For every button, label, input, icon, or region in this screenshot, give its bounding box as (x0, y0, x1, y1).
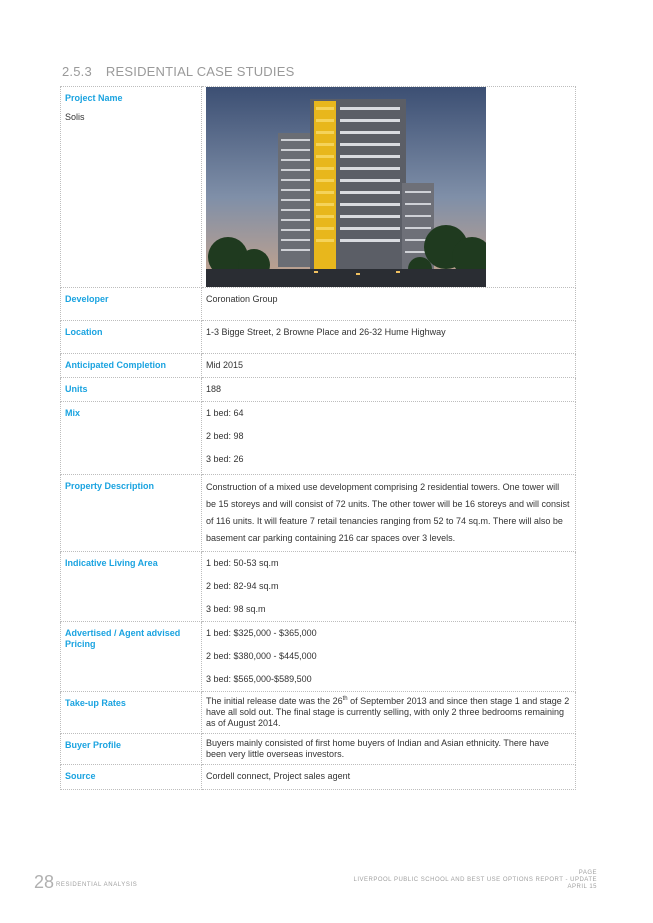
pricing-2bed: 2 bed: $380,000 - $445,000 (206, 651, 317, 661)
pricing-label: Advertised / Agent advised Pricing (61, 622, 202, 692)
living-area-2bed: 2 bed: 82-94 sq.m (206, 581, 279, 591)
living-area-1bed: 1 bed: 50-53 sq.m (206, 558, 279, 568)
mix-3bed: 3 bed: 26 (206, 454, 244, 464)
row-buyer (61, 734, 576, 765)
project-name-label: Project Name (65, 93, 123, 103)
row-mix (61, 402, 576, 475)
footer-right-line3: APRIL 15 (567, 884, 597, 890)
pricing-1bed: 1 bed: $325,000 - $365,000 (206, 628, 317, 638)
description-label: Property Description (61, 475, 202, 552)
row-units (61, 378, 576, 402)
takeup-text-end: of September 2013 and since then stage 1 and stage 2 have all sold out. The final stage is currently selling, with only 2 three bedrooms remaining as of August 2014. (206, 696, 570, 728)
building-render-image (206, 87, 486, 287)
page-number: 28 (34, 872, 55, 892)
section-title: RESIDENTIAL CASE STUDIES (105, 64, 295, 79)
row-developer (61, 288, 576, 321)
project-name-value: Solis (65, 112, 85, 122)
mix-label: Mix (61, 402, 202, 475)
row-project-name (61, 87, 576, 288)
case-study-table (60, 86, 576, 790)
row-completion (61, 354, 576, 378)
description-value: Construction of a mixed use development comprising 2 residential towers. One tower will be 15 storeys and will consist of 72 units. The other tower will be 16 storeys and will consist of 116 units. It will feature 7 retail tenancies ranging from 52 to 74 sq.m. There will also be basement car parking containing 216 car spaces over 3 levels. (202, 475, 576, 552)
row-living-area (61, 552, 576, 622)
living-area-label: Indicative Living Area (61, 552, 202, 622)
completion-label: Anticipated Completion (61, 354, 202, 378)
footer-right-line2: LIVERPOOL PUBLIC SCHOOL AND BEST USE OPTIONS REPORT - UPDATE (353, 877, 597, 883)
takeup-value (202, 692, 576, 734)
row-pricing (61, 622, 576, 692)
mix-2bed: 2 bed: 98 (206, 431, 244, 441)
row-description (61, 475, 576, 552)
footer-report-title (354, 870, 598, 891)
location-value: 1-3 Bigge Street, 2 Browne Place and 26-32 Hume Highway (202, 321, 576, 354)
takeup-text-start: The initial release date was the 26 (206, 696, 343, 706)
developer-value: Coronation Group (202, 288, 576, 321)
units-value: 188 (202, 378, 576, 402)
row-source (61, 765, 576, 790)
section-number: 2.5.3 (62, 64, 92, 79)
buyer-value: Buyers mainly consisted of first home buyers of Indian and Asian ethnicity. There have been very little overseas investors. (202, 734, 576, 765)
row-takeup (61, 692, 576, 734)
source-value: Cordell connect, Project sales agent (202, 765, 576, 790)
pricing-3bed: 3 bed: $565,000-$589,500 (206, 674, 312, 684)
developer-label: Developer (61, 288, 202, 321)
units-label: Units (61, 378, 202, 402)
takeup-ordinal: th (342, 696, 348, 702)
buyer-label: Buyer Profile (61, 734, 202, 765)
completion-value: Mid 2015 (202, 354, 576, 378)
yellow-facade (314, 101, 336, 271)
row-location (61, 321, 576, 354)
location-label: Location (61, 321, 202, 354)
mix-1bed: 1 bed: 64 (206, 408, 244, 418)
source-label: Source (61, 765, 202, 790)
living-area-3bed: 3 bed: 98 sq.m (206, 604, 266, 614)
takeup-label: Take-up Rates (61, 692, 202, 734)
section-heading (62, 64, 294, 79)
footer-right-line1: PAGE (578, 870, 597, 876)
footer-section-label: RESIDENTIAL ANALYSIS (56, 882, 138, 888)
